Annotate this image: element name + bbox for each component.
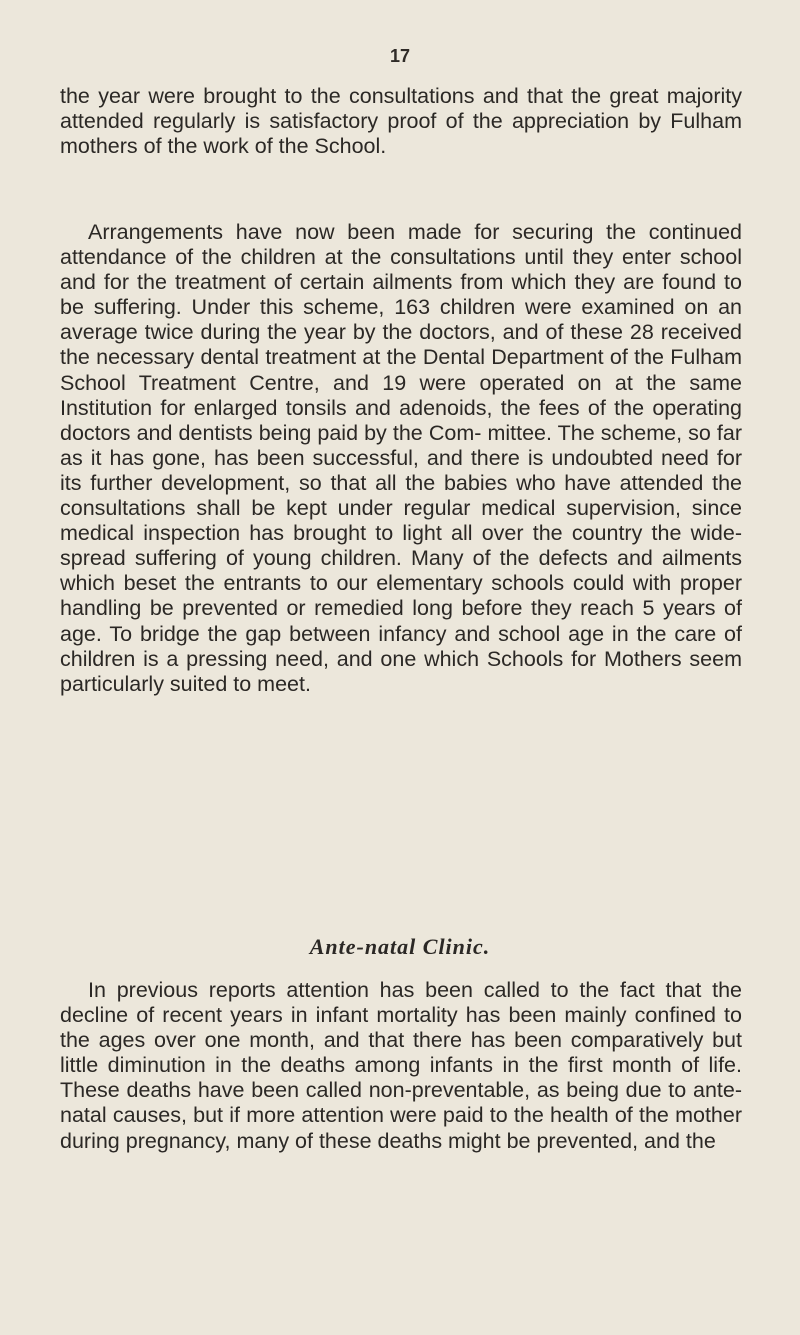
page-number: 17 [389,46,411,66]
paragraph-arrangements: Arrangements have now been made for securing the continued attendance of the children at the consultations until they enter school and for the treatment of certain ailments from which they are found to be suffering. Under this scheme, 163 children were examined on an average twice during the year by the doctors, and of these 28 received the necessary dental treatment at the Dental Department of the Fulham School Treatment Centre, and 19 were operated on at the same Institution for enlarged tonsils and adenoids, the fees of the operating doctors and dentists being paid by the Com- mittee. The scheme, so far as it has gone, has been successful, and there is undoubted need for its further development, so that all the babies who have attended the consultations shall be kept under regular medical supervision, since medical inspection has brought to light all over the country the wide-spread suffering of young children. Many of the defects and ailments which beset the entrants to our elementary schools could with proper handling be prevented or remedied long before they reach 5 years of age. To bridge the gap between infancy and school age in the care of children is a pressing need, and one which Schools for Mothers seem particularly suited to meet. [60,220,742,696]
paragraph-ante-natal: In previous reports attention has been called to the fact that the decline of recent years in infant mortality has been mainly confined to the ages over one month, and that there has been comparatively but little diminution in the deaths among infants in the first month of life. These deaths have been called non-preventable, as being due to ante-natal causes, but if more attention were paid to the health of the mother during pregnancy, many of these deaths might be prevented, and the [60,978,742,1153]
section-heading: Ante-natal Clinic. [309,934,491,959]
paragraph-continuation: the year were brought to the consultations and that the great majority attended regularly is satisfactory proof of the appreciation by Fulham mothers of the work of the School. [60,84,742,159]
